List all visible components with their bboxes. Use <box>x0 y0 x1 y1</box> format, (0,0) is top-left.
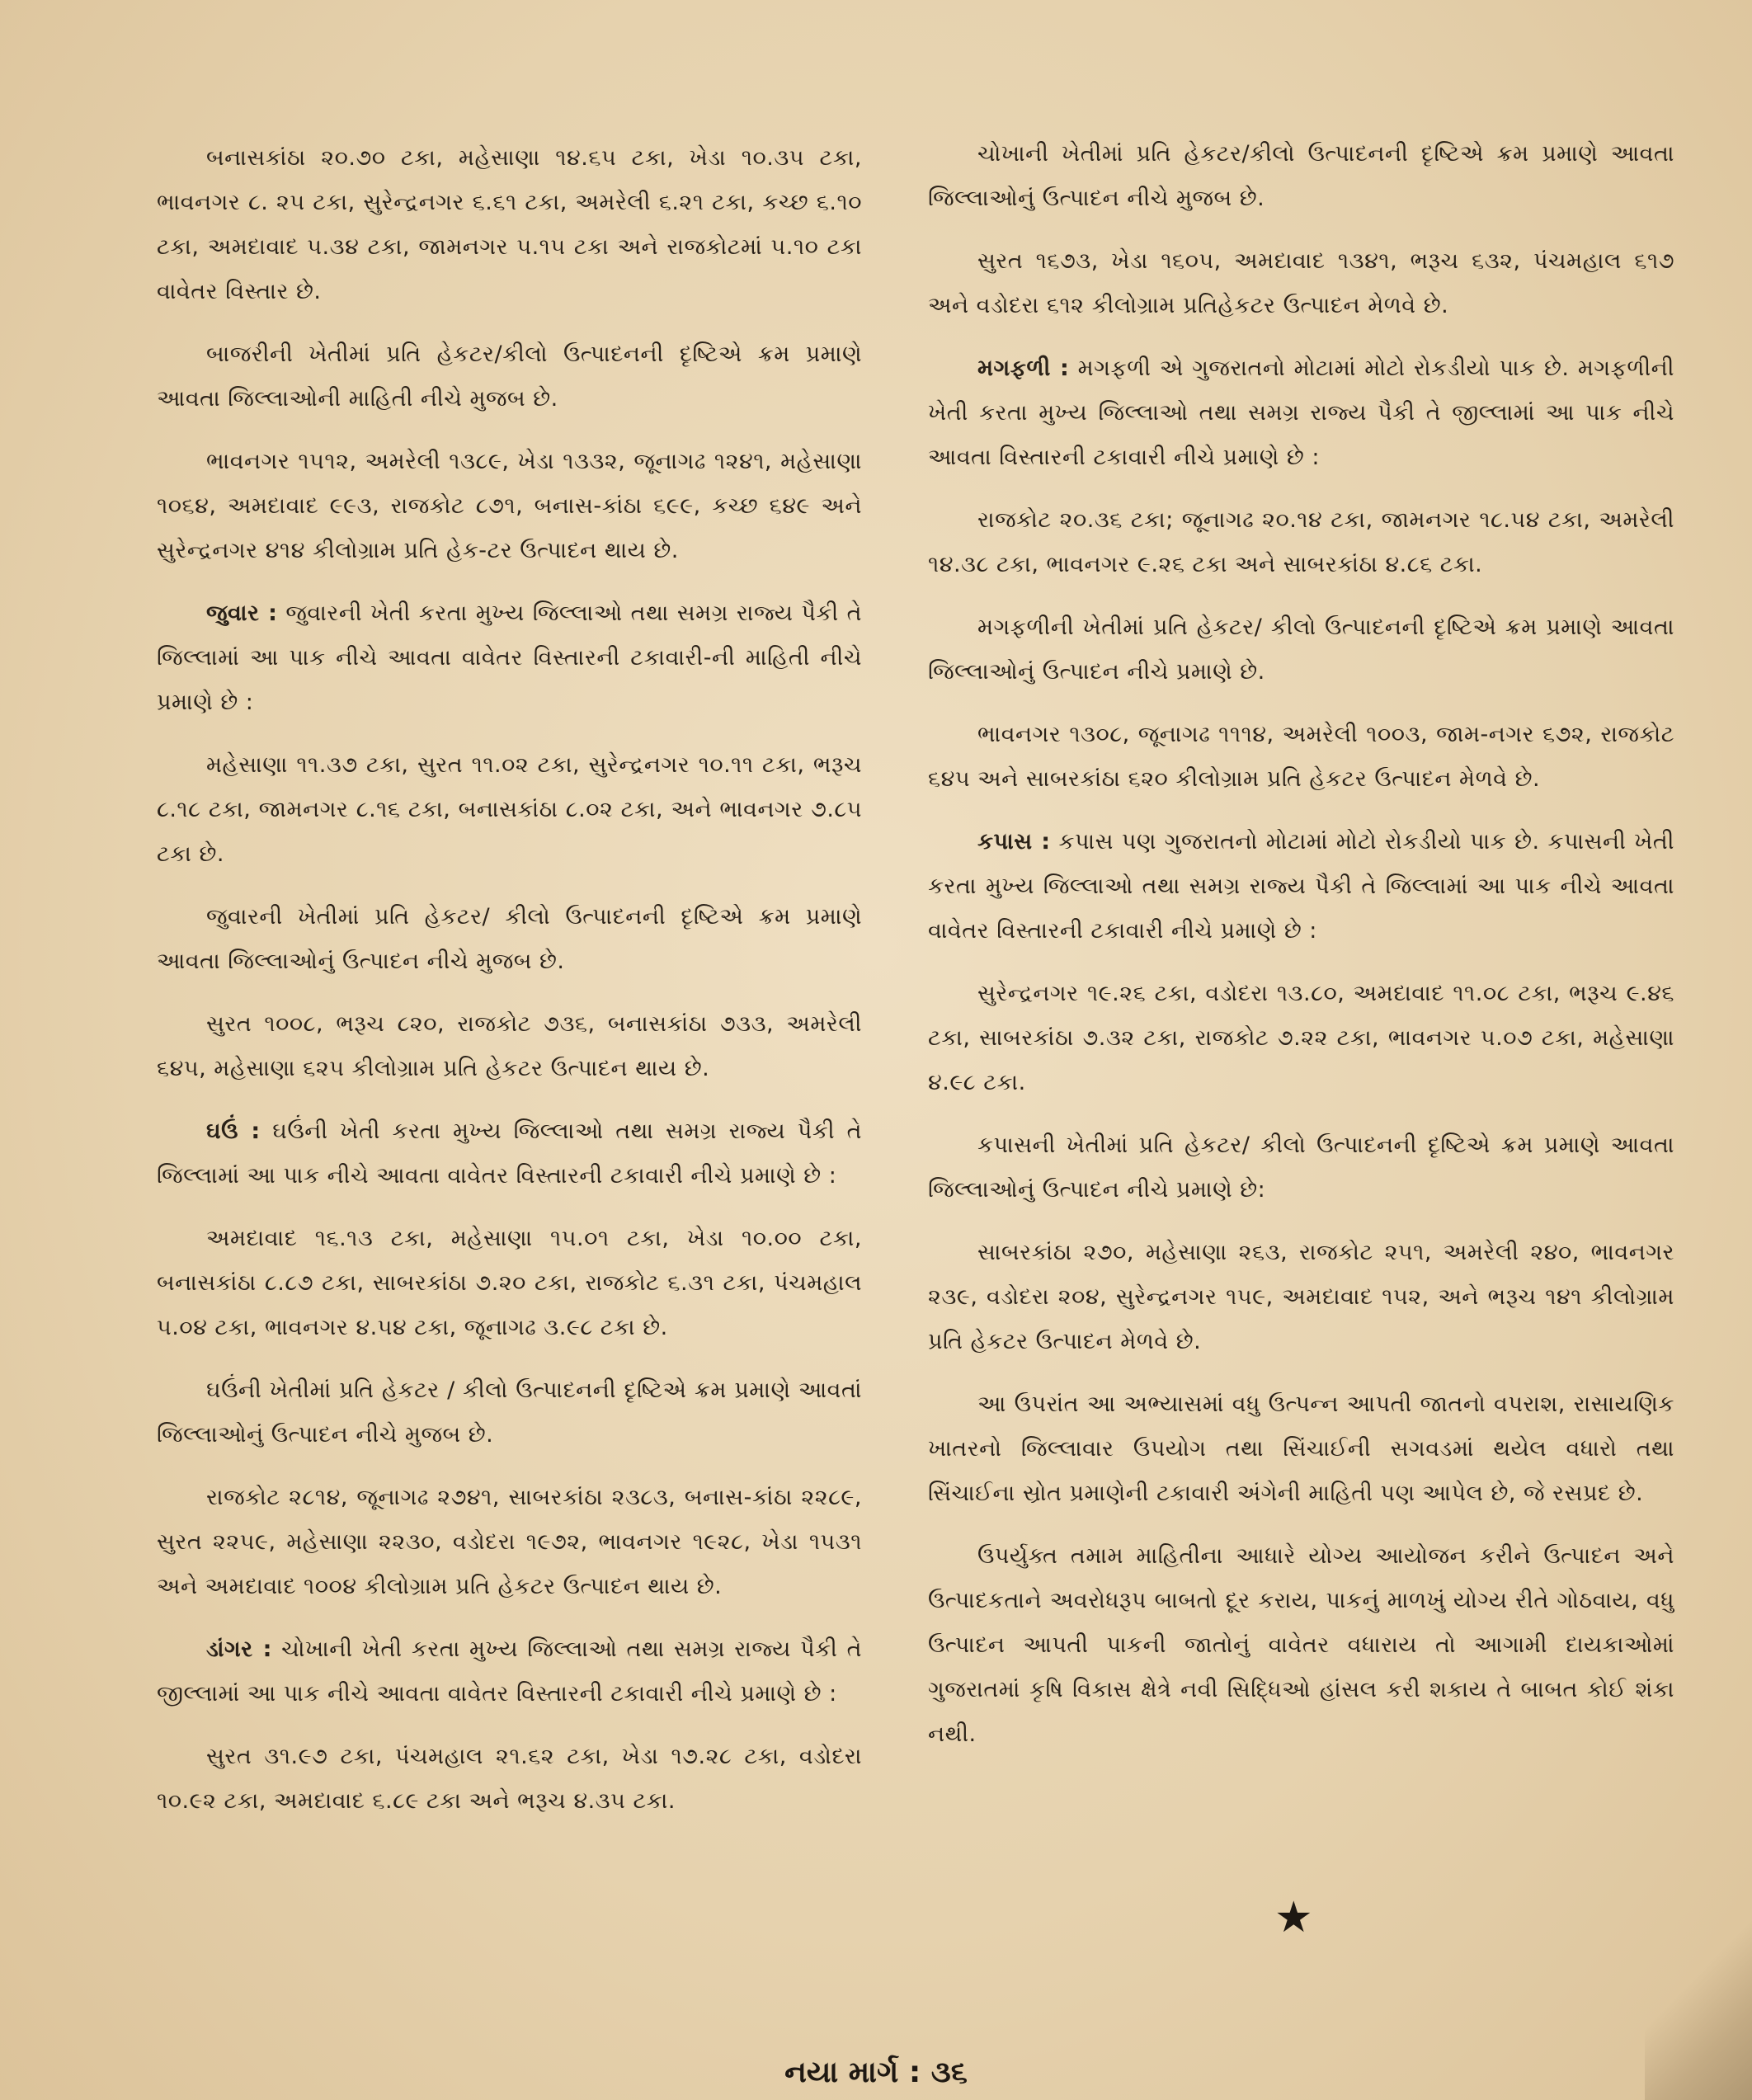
paragraph-text: આ ઉપરાંત આ અભ્યાસમાં વધુ ઉત્પન્ન આપતી જાતનો વપરાશ, રાસાયણિક ખાતરનો જિલ્લાવાર ઉપયોગ તથા સિંચાઈની સગવડમાં થયેલ વધારો તથા સિંચાઈના સ્રોત પ્રમાણેની ટકાવારી અંગેની માહિતી પણ આપેલ છે, જે રસપ્રદ છે. <box>928 1391 1674 1506</box>
section-heading: ઘઉં : <box>206 1118 261 1144</box>
paragraph-text: રાજકોટ ૨૦.૩૬ ટકા; જૂનાગઢ ૨૦.૧૪ ટકા, જામનગર ૧૮.૫૪ ટકા, અમરેલી ૧૪.૩૮ ટકા, ભાવનગર ૯.૨૬ ટકા અને સાબરકાંઠા ૪.૮૬ ટકા. <box>928 507 1674 577</box>
paragraph <box>928 605 1674 695</box>
end-star-mark: ★ <box>1274 1893 1313 1942</box>
paragraph <box>928 972 1674 1105</box>
section-heading: ડાંગર : <box>206 1636 272 1662</box>
paragraph-text: બનાસકાંઠા ૨૦.૭૦ ટકા, મહેસાણા ૧૪.૬૫ ટકા, ખેડા ૧૦.૩૫ ટકા, ભાવનગર ૮. ૨૫ ટકા, સુરેન્દ્રનગર ૬.૬૧ ટકા, અમરેલી ૬.૨૧ ટકા, કચ્છ ૬.૧૦ ટકા, અમદાવાદ ૫.૩૪ ટકા, જામનગર ૫.૧૫ ટકા અને રાજકોટમાં ૫.૧૦ ટકા વાવેતર વિસ્તાર છે. <box>157 145 862 304</box>
paragraph-text: મહેસાણા ૧૧.૩૭ ટકા, સુરત ૧૧.૦૨ ટકા, સુરેન્દ્રનગર ૧૦.૧૧ ટકા, ભરૂચ ૮.૧૮ ટકા, જામનગર ૮.૧૬ ટકા, બનાસકાંઠા ૮.૦૨ ટકા, અને ભાવનગર ૭.૮૫ ટકા છે. <box>157 752 862 867</box>
paragraph <box>157 1217 862 1350</box>
paragraph-text: મગફળી એ ગુજરાતનો મોટામાં મોટો રોકડીયો પાક છે. મગફળીની ખેતી કરતા મુખ્ય જિલ્લાઓ તથા સમગ્ર રાજ્ય પૈકી તે જીલ્લામાં આ પાક નીચે આવતા વિસ્તારની ટકાવારી નીચે પ્રમાણે છે : <box>928 355 1675 470</box>
paragraph-text: ઉપર્યુક્ત તમામ માહિતીના આધારે યોગ્ય આયોજન કરીને ઉત્પાદન અને ઉત્પાદકતાને અવરોધરૂપ બાબતો દૂર કરાય, પાકનું માળખું યોગ્ય રીતે ગોઠવાય, વધુ ઉત્પાદન આપતી પાકની જાતોનું વાવેતર વધારાય તો આગામી દાયકાઓમાં ગુજરાતમાં કૃષિ વિકાસ ક્ષેત્રે નવી સિદ્ધિઓ હાંસલ કરી શકાય તે બાબત કોઈ શંકા નથી. <box>928 1543 1674 1747</box>
paragraph <box>157 743 862 877</box>
paragraph <box>157 1627 862 1716</box>
paragraph-text: ભાવનગર ૧૩૦૮, જૂનાગઢ ૧૧૧૪, અમરેલી ૧૦૦૩, જામ-નગર ૬૭૨, રાજકોટ ૬૪૫ અને સાબરકાંઠા ૬૨૦ કીલોગ્રામ પ્રતિ હેકટર ઉત્પાદન મેળવે છે. <box>928 722 1674 792</box>
paragraph <box>928 239 1674 328</box>
paragraph-text: સાબરકાંઠા ૨૭૦, મહેસાણા ૨૬૩, રાજકોટ ૨૫૧, અમરેલી ૨૪૦, ભાવનગર ૨૩૯, વડોદરા ૨૦૪, સુરેન્દ્રનગર ૧૫૯, અમદાવાદ ૧૫૨, અને ભરૂચ ૧૪૧ કીલોગ્રામ પ્રતિ હેકટર ઉત્પાદન મેળવે છે. <box>928 1240 1674 1354</box>
paragraph <box>157 1368 862 1457</box>
left-column <box>157 136 862 1842</box>
paragraph-text: ચોખાની ખેતીમાં પ્રતિ હેકટર/કીલો ઉત્પાદનની દૃષ્ટિએ ક્રમ પ્રમાણે આવતા જિલ્લાઓનું ઉત્પાદન નીચે મુજબ છે. <box>928 141 1674 211</box>
paragraph-text: ભાવનગર ૧૫૧૨, અમરેલી ૧૩૮૯, ખેડા ૧૩૩૨, જૂનાગઢ ૧૨૪૧, મહેસાણા ૧૦૬૪, અમદાવાદ ૯૯૩, રાજકોટ ૮૭૧, બનાસ-કાંઠા ૬૯૯, કચ્છ ૬૪૯ અને સુરેન્દ્રનગર ૪૧૪ કીલોગ્રામ પ્રતિ હેક-ટર ઉત્પાદન થાય છે. <box>157 449 862 563</box>
paragraph <box>157 332 862 421</box>
paragraph <box>928 132 1674 221</box>
paragraph <box>157 440 862 573</box>
right-column <box>928 132 1674 1775</box>
paragraph <box>928 1231 1674 1364</box>
paragraph <box>928 346 1674 480</box>
paragraph-text: મગફળીની ખેતીમાં પ્રતિ હેકટર/ કીલો ઉત્પાદનની દૃષ્ટિએ ક્રમ પ્રમાણે આવતા જિલ્લાઓનું ઉત્પાદન નીચે પ્રમાણે છે. <box>928 614 1674 685</box>
paragraph-text: બાજરીની ખેતીમાં પ્રતિ હેકટર/કીલો ઉત્પાદનની દૃષ્ટિએ ક્રમ પ્રમાણે આવતા જિલ્લાઓની માહિતી નીચે મુજબ છે. <box>157 341 862 412</box>
paragraph <box>157 1109 862 1198</box>
paragraph <box>157 136 862 314</box>
section-heading: કપાસ : <box>977 829 1051 855</box>
paragraph-text: રાજકોટ ૨૮૧૪, જૂનાગઢ ૨૭૪૧, સાબરકાંઠા ૨૩૮૩, બનાસ-કાંઠા ૨૨૮૯, સુરત ૨૨૫૯, મહેસાણા ૨૨૩૦, વડોદરા ૧૯૭૨, ભાવનગર ૧૯૨૮, ખેડા ૧૫૩૧ અને અમદાવાદ ૧૦૦૪ કીલોગ્રામ પ્રતિ હેકટર ઉત્પાદન થાય છે. <box>157 1485 862 1599</box>
paragraph-text: અમદાવાદ ૧૬.૧૩ ટકા, મહેસાણા ૧૫.૦૧ ટકા, ખેડા ૧૦.૦૦ ટકા, બનાસકાંઠા ૮.૮૭ ટકા, સાબરકાંઠા ૭.૨૦ ટકા, રાજકોટ ૬.૩૧ ટકા, પંચમહાલ ૫.૦૪ ટકા, ભાવનગર ૪.૫૪ ટકા, જૂનાગઢ ૩.૯૮ ટકા છે. <box>157 1226 862 1340</box>
paragraph-text: સુરત ૩૧.૯૭ ટકા, પંચમહાલ ૨૧.૬૨ ટકા, ખેડા ૧૭.૨૮ ટકા, વડોદરા ૧૦.૯૨ ટકા, અમદાવાદ ૬.૮૯ ટકા અને ભરૂચ ૪.૩૫ ટકા. <box>157 1744 862 1814</box>
paragraph <box>157 1735 862 1824</box>
paragraph-text: સુરત ૧૦૦૮, ભરૂચ ૮૨૦, રાજકોટ ૭૩૬, બનાસકાંઠા ૭૩૩, અમરેલી ૬૪૫, મહેસાણા ૬૨૫ કીલોગ્રામ પ્રતિ હેકટર ઉત્પાદન થાય છે. <box>157 1011 862 1081</box>
section-heading: મગફળી : <box>977 355 1070 381</box>
paragraph-text: સુરેન્દ્રનગર ૧૯.૨૬ ટકા, વડોદરા ૧૩.૮૦, અમદાવાદ ૧૧.૦૮ ટકા, ભરૂચ ૯.૪૬ ટકા, સાબરકાંઠા ૭.૩૨ ટકા, રાજકોટ ૭.૨૨ ટકા, ભાવનગર ૫.૦૭ ટકા, મહેસાણા ૪.૯૮ ટકા. <box>928 981 1674 1095</box>
paragraph <box>928 1534 1674 1757</box>
paragraph <box>928 820 1674 953</box>
paragraph-text: કપાસની ખેતીમાં પ્રતિ હેકટર/ કીલો ઉત્પાદનની દૃષ્ટિએ ક્રમ પ્રમાણે આવતા જિલ્લાઓનું ઉત્પાદન નીચે પ્રમાણે છે: <box>928 1132 1674 1203</box>
paper-tear <box>1645 1905 1752 2100</box>
paragraph-text: ઘઉંની ખેતીમાં પ્રતિ હેકટર / કીલો ઉત્પાદનની દૃષ્ટિએ ક્રમ પ્રમાણે આવતાં જિલ્લાઓનું ઉત્પાદન નીચે મુજબ છે. <box>157 1377 862 1448</box>
paragraph-text: સુરત ૧૬૭૩, ખેડા ૧૬૦૫, અમદાવાદ ૧૩૪૧, ભરૂચ ૬૩૨, પંચમહાલ ૬૧૭ અને વડોદરા ૬૧૨ કીલોગ્રામ પ્રતિહેકટર ઉત્પાદન મેળવે છે. <box>928 248 1674 318</box>
page-footer: નયા માર્ગ : ૩૬ <box>784 2055 968 2089</box>
paragraph-text: ચોખાની ખેતી કરતા મુખ્ય જિલ્લાઓ તથા સમગ્ર રાજ્ય પૈકી તે જીલ્લામાં આ પાક નીચે આવતા વાવેતર વિસ્તારની ટકાવારી નીચે પ્રમાણે છે : <box>157 1636 862 1707</box>
section-heading: જુવાર : <box>206 600 278 626</box>
paragraph <box>157 591 862 725</box>
paragraph <box>157 1002 862 1091</box>
paragraph <box>157 1476 862 1609</box>
paragraph <box>157 895 862 984</box>
paragraph-text: કપાસ પણ ગુજરાતનો મોટામાં મોટો રોકડીયો પાક છે. કપાસની ખેતી કરતા મુખ્ય જિલ્લાઓ તથા સમગ્ર રાજ્ય પૈકી તે જિલ્લામાં આ પાક નીચે આવતા વાવેતર વિસ્તારની ટકાવારી નીચે પ્રમાણે છે : <box>928 829 1674 944</box>
paragraph-text: જુવારની ખેતી કરતા મુખ્ય જિલ્લાઓ તથા સમગ્ર રાજ્ય પૈકી તે જિલ્લામાં આ પાક નીચે આવતા વાવેતર વિસ્તારની ટકાવારી-ની માહિતી નીચે પ્રમાણે છે : <box>157 600 862 715</box>
paragraph <box>928 1382 1674 1516</box>
paragraph <box>928 713 1674 802</box>
paragraph-text: જુવારની ખેતીમાં પ્રતિ હેકટર/ કીલો ઉત્પાદનની દૃષ્ટિએ ક્રમ પ્રમાણે આવતા જિલ્લાઓનું ઉત્પાદન નીચે મુજબ છે. <box>157 904 862 974</box>
paragraph-text: ઘઉંની ખેતી કરતા મુખ્ય જિલ્લાઓ તથા સમગ્ર રાજ્ય પૈકી તે જિલ્લામાં આ પાક નીચે આવતા વાવેતર વિસ્તારની ટકાવારી નીચે પ્રમાણે છે : <box>157 1118 862 1189</box>
paragraph <box>928 1123 1674 1212</box>
paragraph <box>928 498 1674 587</box>
